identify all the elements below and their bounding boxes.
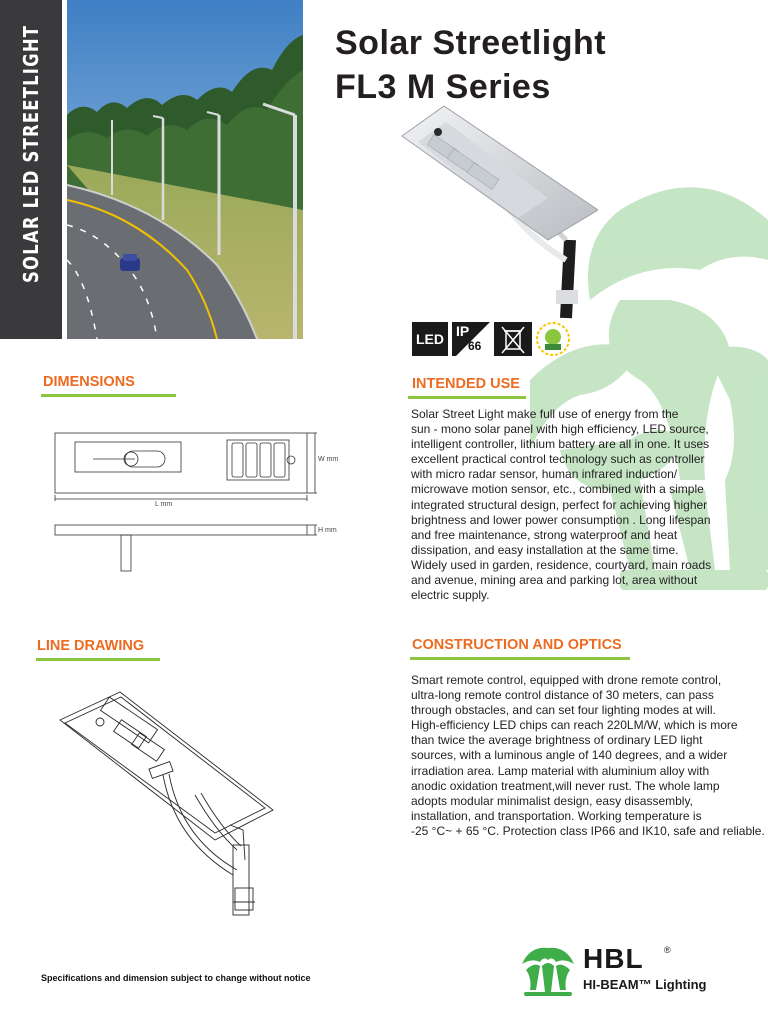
text-line: installation, and transportation. Working temperature is bbox=[411, 808, 702, 823]
text-line: with micro radar sensor, human infrared induction/ bbox=[411, 467, 678, 482]
line-drawing-underline bbox=[36, 658, 160, 661]
brand-tagline: HI-BEAM™ Lighting bbox=[583, 977, 707, 992]
lamp-product-image bbox=[398, 100, 598, 320]
text-line: sources, with a luminous angle of 140 degrees, and a wider bbox=[411, 748, 728, 763]
dimensions-heading: DIMENSIONS bbox=[43, 374, 135, 390]
dimensions-underline bbox=[41, 394, 176, 397]
text-line: and free maintenance, strong waterproof and heat bbox=[411, 527, 678, 542]
text-line: electric supply. bbox=[411, 588, 490, 603]
text-line: irradiation area. Lamp material with aluminium alloy with bbox=[411, 763, 710, 778]
text-line: -25 °C~ + 65 °C. Protection class IP66 and IK10, safe and reliable. bbox=[411, 823, 765, 838]
text-line: excellent practical control technology such as controller bbox=[411, 452, 705, 467]
ip-badge-code: 66 bbox=[468, 339, 482, 353]
text-line: anodic oxidation treatment,will never rust. The whole lamp bbox=[411, 778, 720, 793]
road-photo bbox=[67, 0, 303, 339]
text-line: intelligent controller, lithium battery are all in one. It uses bbox=[411, 437, 710, 452]
text-line: sun - mono solar panel with high efficiency, LED source, bbox=[411, 422, 709, 437]
text-line: dissipation, and easy installation at the same time. bbox=[411, 542, 679, 557]
page-title-line1: Solar Streetlight bbox=[335, 24, 607, 62]
brand-name: HBL bbox=[583, 943, 644, 974]
ip-badge-label: IP bbox=[456, 323, 470, 339]
sun-solar-icon bbox=[536, 322, 570, 356]
text-line: Solar Street Light make full use of energy from the bbox=[411, 407, 679, 421]
dimension-w-label: W mm bbox=[318, 456, 339, 463]
intended-use-heading: INTENDED USE bbox=[412, 376, 520, 392]
hbl-palm-logo-icon bbox=[516, 940, 580, 998]
led-badge: LED bbox=[412, 322, 448, 356]
text-line: integrated structural design, perfect for achieving higher bbox=[411, 497, 708, 512]
text-line: High-efficiency LED chips can reach 220LM/W, which is more bbox=[411, 718, 738, 733]
lamp-line-drawing bbox=[55, 690, 280, 920]
construction-text bbox=[411, 673, 765, 839]
ip66-badge bbox=[452, 322, 490, 356]
text-line: and avenue, mining area and parking lot, area without bbox=[411, 573, 698, 588]
footer-disclaimer: Specifications and dimension subject to change without notice bbox=[41, 973, 311, 983]
text-line: Smart remote control, equipped with drone remote control, bbox=[411, 673, 722, 687]
text-line: microwave motion sensor, etc., combined with a simple bbox=[411, 482, 704, 497]
weee-bin-icon bbox=[494, 322, 532, 356]
text-line: Widely used in garden, residence, courtyard, main roads bbox=[411, 557, 712, 572]
text-line: brightness and lower power consumption . Long lifespan bbox=[411, 512, 711, 527]
line-drawing-heading: LINE DRAWING bbox=[37, 638, 145, 654]
dimensions-drawing bbox=[45, 425, 355, 575]
text-line: ultra-long remote control distance of 30 meters, can pass bbox=[411, 688, 714, 703]
text-line: through obstacles, and can set four lighting modes at will. bbox=[411, 703, 716, 718]
construction-underline bbox=[410, 657, 630, 660]
text-line: adopts modular minimalist design, easy disassembly, bbox=[411, 793, 693, 808]
dimension-h-label: H mm bbox=[318, 527, 337, 534]
construction-heading: CONSTRUCTION AND OPTICS bbox=[412, 637, 622, 653]
side-banner-text: SOLAR LED STREETLIGHT bbox=[19, 24, 43, 283]
dimension-l-label: L mm bbox=[155, 501, 173, 508]
intended-use-text bbox=[411, 407, 711, 603]
registered-mark: ® bbox=[664, 945, 671, 955]
page-title-line2: FL3 M Series bbox=[335, 68, 551, 106]
intended-use-underline bbox=[408, 396, 526, 399]
text-line: than twice the average brightness of ordinary LED light bbox=[411, 733, 703, 748]
